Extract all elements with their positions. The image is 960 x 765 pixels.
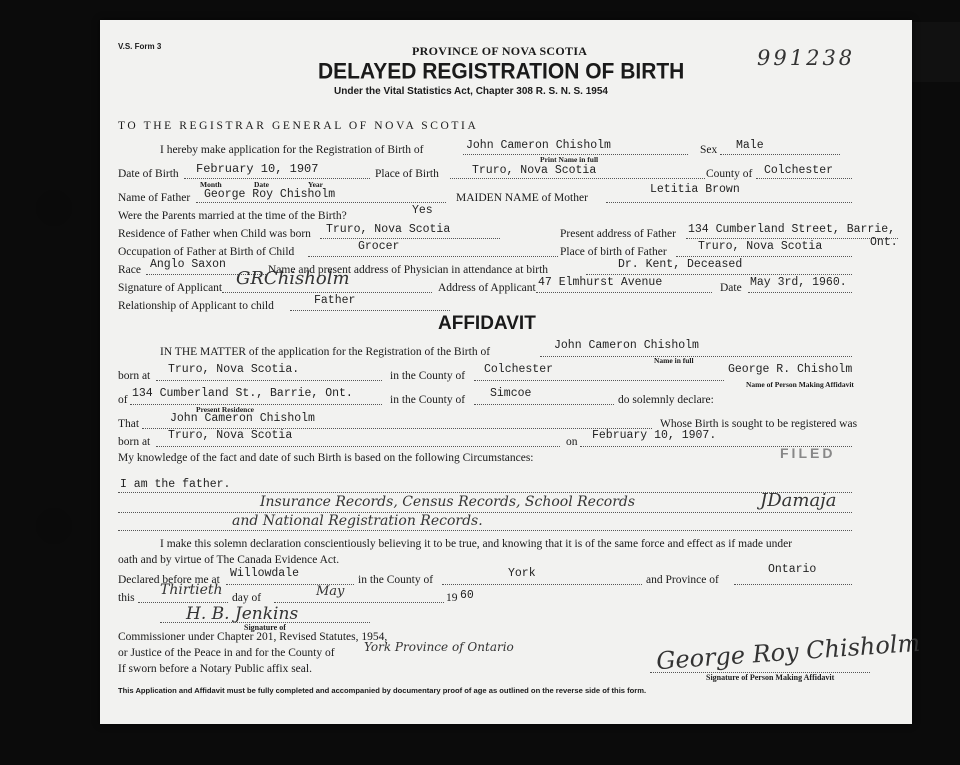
father-residence-label: Residence of Father when Child was born [118, 228, 311, 240]
commissioner-line-2: or Justice of the Peace in and for the County of [118, 647, 335, 659]
this-label: this [118, 592, 135, 604]
applicant-address-label: Address of Applicant [438, 282, 536, 294]
footer-note: This Application and Affidavit must be fully completed and accompanied by documentary proof of age as outlined on the reverse side of this form. [118, 686, 647, 695]
evidence-line-2: and National Registration Records. [232, 513, 483, 529]
physician-label: Name and present address of Physician in attendance at birth [268, 264, 549, 276]
declaration-line-2: oath and by virtue of The Canada Evidence Act. [118, 554, 340, 566]
of-label: of [118, 394, 128, 406]
declared-place-value: Willowdale [230, 567, 300, 580]
addressee-line: TO THE REGISTRAR GENERAL OF NOVA SCOTIA [118, 120, 479, 132]
declaration-line-1: I make this solemn declaration conscientiously believing it to be true, and knowing that it is of the same force and effect as if made under [160, 538, 793, 550]
declared-before-label: Declared before me at [118, 574, 220, 586]
father-birthplace-label: Place of birth of Father [560, 246, 667, 258]
dob-value: February 10, 1907 [196, 162, 319, 176]
declared-county-label: in the County of [358, 574, 434, 586]
applicant-address-value: 47 Elmhurst Avenue [538, 276, 663, 289]
name-in-full-caption: Name in full [654, 356, 694, 365]
month-caption: Month [200, 180, 222, 189]
punch-hole-bottom [36, 508, 72, 544]
that-value: John Cameron Chisholm [170, 412, 315, 425]
matter-label: IN THE MATTER of the application for the Registration of the Birth of [160, 346, 491, 358]
dob-label: Date of Birth [118, 168, 179, 180]
year-caption: Year [308, 180, 323, 189]
present-address-value: 134 Cumberland Street, Barrie, [688, 223, 896, 236]
affidavit-county-value: Colchester [484, 363, 554, 376]
county-label: County of [706, 168, 753, 180]
present-address-line-2: Ont. [870, 236, 898, 249]
punch-hole-top [36, 190, 72, 226]
affidavit-county2-label: in the County of [390, 394, 466, 406]
declarant-caption: Signature of Person Making Affidavit [706, 673, 835, 682]
filed-stamp: FILED [780, 445, 836, 461]
applicant-signature: GRChisholm [236, 268, 350, 289]
child-name-value: John Cameron Chisholm [466, 139, 611, 152]
province-value: Ontario [768, 563, 817, 576]
commissioner-line-1: Commissioner under Chapter 201, Revised Statutes, 1954, [118, 631, 388, 643]
race-label: Race [118, 264, 141, 276]
born-at-value: Truro, Nova Scotia. [168, 363, 300, 376]
day-of-label: day of [232, 592, 262, 604]
county-value: Colchester [764, 164, 834, 177]
commissioner-line-2-hand: York Province of Ontario [364, 640, 514, 654]
declared-county-value: York [508, 567, 536, 580]
affidavit-heading: AFFIDAVIT [438, 313, 536, 334]
father-name-value: George Roy Chisholm [204, 188, 336, 201]
sex-value: Male [736, 139, 764, 152]
applicant-signature-label: Signature of Applicant [118, 282, 223, 294]
signature-of-caption: Signature of [244, 623, 286, 632]
place-of-birth-label: Place of Birth [375, 168, 439, 180]
sex-label: Sex [700, 144, 718, 156]
paper-edge-tab [910, 22, 960, 82]
print-name-caption: Print Name in full [540, 155, 599, 164]
father-name-label: Name of Father [118, 192, 191, 204]
knowledge-label: My knowledge of the fact and date of such Birth is based on the following Circumstances: [118, 452, 534, 464]
born-at2-label: born at [118, 436, 151, 448]
relationship-label: Relationship of Applicant to child [118, 300, 274, 312]
province-label: and Province of [646, 574, 719, 586]
registrar-initials: JDamaja [760, 490, 837, 511]
born-at2-value: Truro, Nova Scotia [168, 429, 293, 442]
on-label: on [566, 436, 578, 448]
present-residence-caption: Present Residence [196, 405, 254, 414]
day-value: Thirtieth [160, 582, 223, 598]
evidence-line-1: Insurance Records, Census Records, School Records [260, 494, 636, 510]
race-value: Anglo Saxon [150, 258, 226, 271]
year-suffix: 60 [460, 589, 474, 602]
father-birthplace-value: Truro, Nova Scotia [698, 240, 823, 253]
occupation-label: Occupation of Father at Birth of Child [118, 246, 295, 258]
of-value: 134 Cumberland St., Barrie, Ont. [132, 387, 353, 400]
application-intro-label: I hereby make application for the Registration of Birth of [160, 144, 424, 156]
married-value: Yes [412, 204, 433, 217]
whose-birth-label: Whose Birth is sought to be registered was [660, 418, 858, 430]
person-making-affidavit: George R. Chisholm [728, 363, 853, 376]
relationship-value: Father [314, 294, 356, 307]
born-at-label: born at [118, 370, 151, 382]
affidavit-child-name: John Cameron Chisholm [554, 339, 699, 352]
circumstance-value: I am the father. [120, 478, 231, 491]
on-value: February 10, 1907. [592, 429, 717, 442]
province-heading: PROVINCE OF NOVA SCOTIA [412, 44, 588, 58]
mother-label: MAIDEN NAME of Mother [456, 192, 588, 204]
present-address-label: Present address of Father [560, 228, 676, 240]
document-subtitle: Under the Vital Statistics Act, Chapter 308 R. S. N. S. 1954 [334, 86, 608, 97]
person-caption: Name of Person Making Affidavit [746, 380, 854, 389]
that-label: That [118, 418, 140, 430]
occupation-value: Grocer [358, 240, 400, 253]
physician-value: Dr. Kent, Deceased [618, 258, 743, 271]
application-date-label: Date [720, 282, 742, 294]
month-value: May [316, 584, 345, 599]
commissioner-signature: H. B. Jenkins [186, 604, 299, 624]
affidavit-county-label: in the County of [390, 370, 466, 382]
married-label: Were the Parents married at the time of the Birth? [118, 210, 347, 222]
commissioner-line-3: If sworn before a Notary Public affix seal. [118, 663, 312, 675]
year-prefix: 19 [446, 592, 458, 604]
form-code: V.S. Form 3 [118, 42, 162, 51]
registration-number: 991238 [757, 46, 856, 70]
affidavit-county2-value: Simcoe [490, 387, 532, 400]
declarant-signature: George Roy Chisholm [655, 628, 922, 676]
declare-label: do solemnly declare: [618, 394, 714, 406]
place-of-birth-value: Truro, Nova Scotia [472, 164, 597, 177]
application-date-value: May 3rd, 1960. [750, 276, 847, 289]
date-caption: Date [254, 180, 269, 189]
mother-value: Letitia Brown [650, 183, 740, 196]
father-residence-value: Truro, Nova Scotia [326, 223, 451, 236]
document-title: DELAYED REGISTRATION OF BIRTH [318, 59, 685, 84]
